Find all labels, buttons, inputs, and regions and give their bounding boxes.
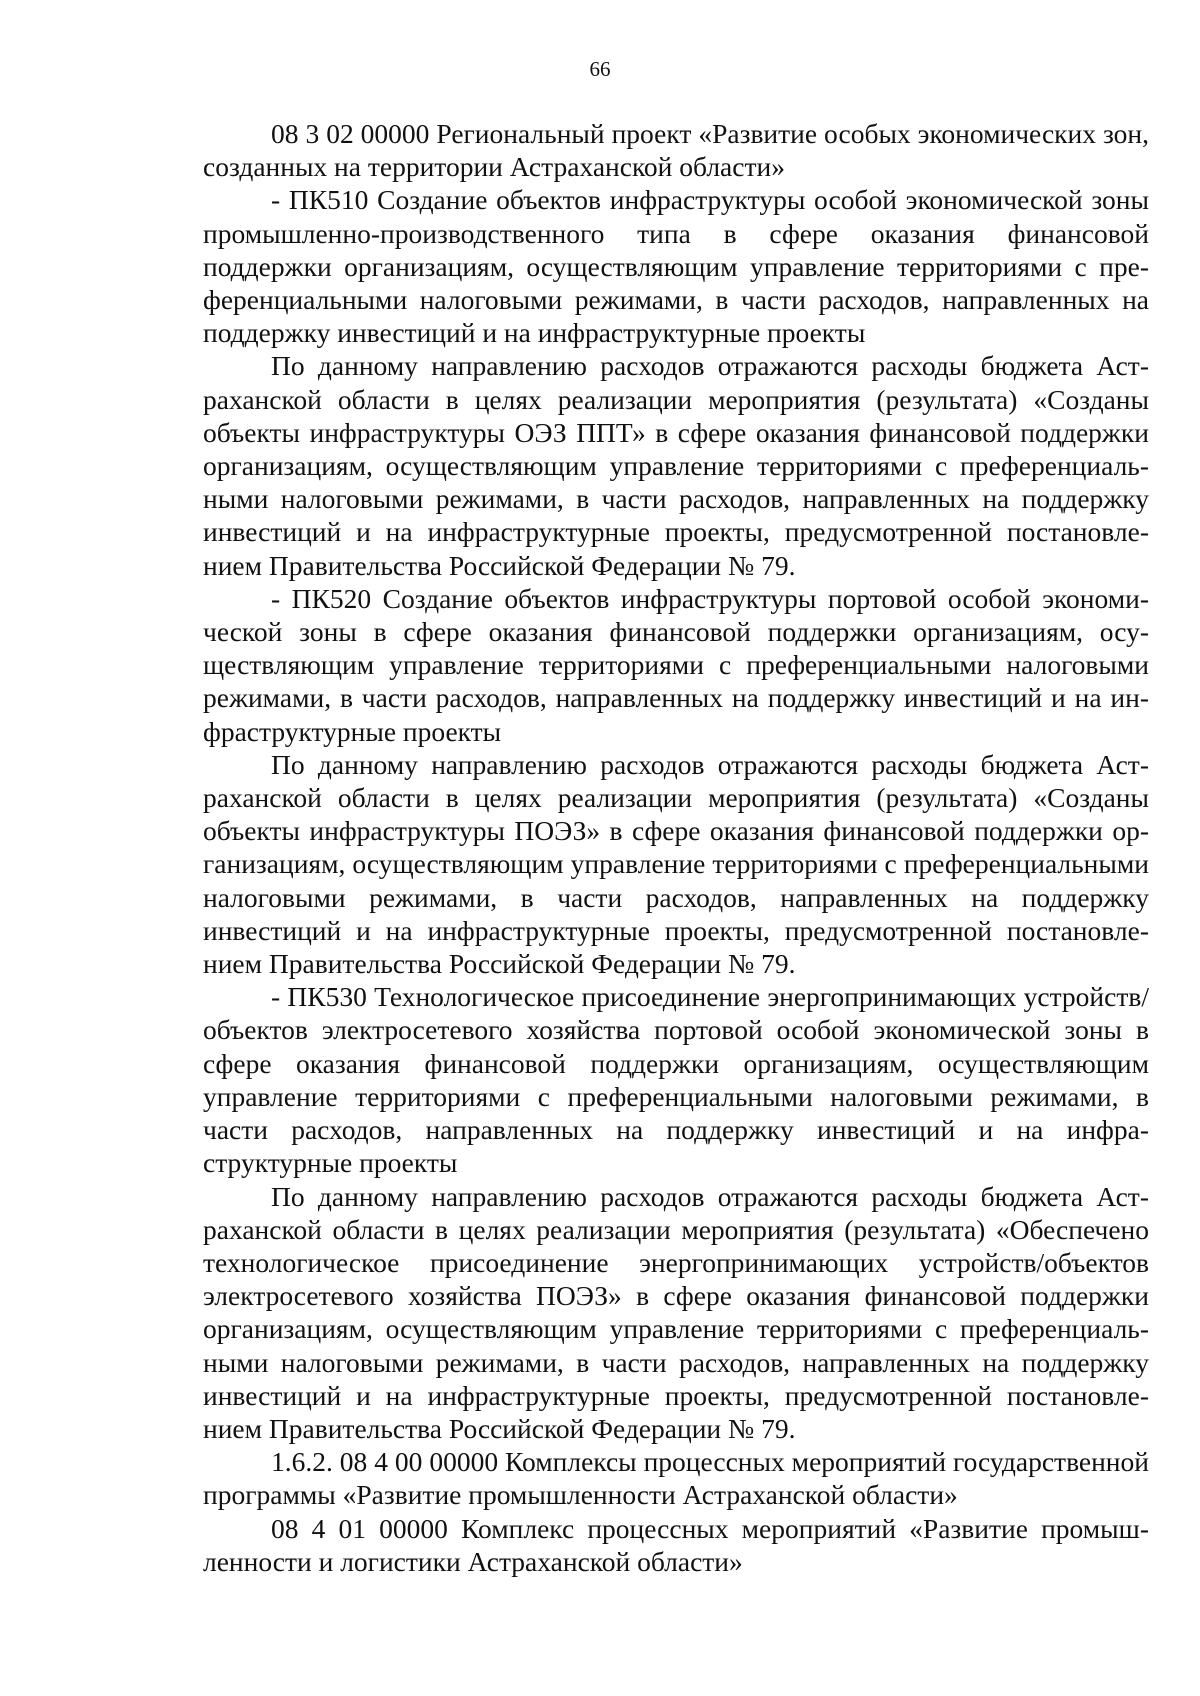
document-body	[203, 117, 1149, 1578]
paragraph-complex-header: 08 4 01 00000 Комплекс процессных мероприятий «Развитие промышленности и логистики Астраханской области»	[203, 1512, 1149, 1577]
paragraph-project-header: 08 3 02 00000 Региональный проект «Развитие особых экономических зон, созданных на территории Астраханской области»	[203, 118, 1149, 183]
paragraph-pk520: - ПК520 Создание объектов инфраструктуры портовой особой экономической зоны в сфере оказания финансовой поддержки организациям, осуществляющим управление территориями с преференциальными налоговыми режимами, в части расходов, направленных на поддержку инвестиций и на инфраструктурные проекты	[203, 582, 1149, 747]
paragraph-section-1-6-2: 1.6.2. 08 4 00 00000 Комплексы процессных мероприятий государственной программы «Развитие промышленности Астраханской области»	[203, 1446, 1149, 1511]
paragraph-pk510-description: По данному направлению расходов отражаются расходы бюджета Астраханской области в целях реализации мероприятия (результата) «Созданы объекты инфраструктуры ОЭЗ ППТ» в сфере оказания финансовой поддержки организациям, осуществляющим управление территориями с преференциальными налоговыми режимами, в части расходов, направленных на поддержку инвестиций и на инфраструктурные проекты, предусмотренной постановлением Правительства Российской Федерации № 79.	[203, 350, 1149, 581]
paragraph-pk530: - ПК530 Технологическое присоединение энергопринимающих устройств/объектов электросетевого хозяйства портовой особой экономической зоны в сфере оказания финансовой поддержки организациям, осуществляющим управление территориями с преференциальными налоговыми режимами, в части расходов, направленных на поддержку инвестиций и на инфраструктурные проекты	[203, 981, 1149, 1179]
paragraph-pk530-description: По данному направлению расходов отражаются расходы бюджета Астраханской области в целях реализации мероприятия (результата) «Обеспечено технологическое присоединение энергопринимающих устройств/объектов электросетевого хозяйства ПОЭЗ» в сфере оказания финансовой поддержки организациям, осуществляющим управление территориями с преференциальными налоговыми режимами, в части расходов, направленных на поддержку инвестиций и на инфраструктурные проекты, предусмотренной постановлением Правительства Российской Федерации № 79.	[203, 1180, 1149, 1444]
paragraph-pk510: - ПК510 Создание объектов инфраструктуры особой экономической зоны промышленно-производственного типа в сфере оказания финансовой поддержки организациям, осуществляющим управление территориями с преференциальными налоговыми режимами, в части расходов, направленных на поддержку инвестиций и на инфраструктурные проекты	[203, 184, 1149, 349]
paragraph-pk520-description: По данному направлению расходов отражаются расходы бюджета Астраханской области в целях реализации мероприятия (результата) «Созданы объекты инфраструктуры ПОЭЗ» в сфере оказания финансовой поддержки организациям, осуществляющим управление территориями с преференциальными налоговыми режимами, в части расходов, направленных на поддержку инвестиций и на инфраструктурные проекты, предусмотренной постановлением Правительства Российской Федерации № 79.	[203, 748, 1149, 980]
page-number: 66	[589, 57, 611, 81]
